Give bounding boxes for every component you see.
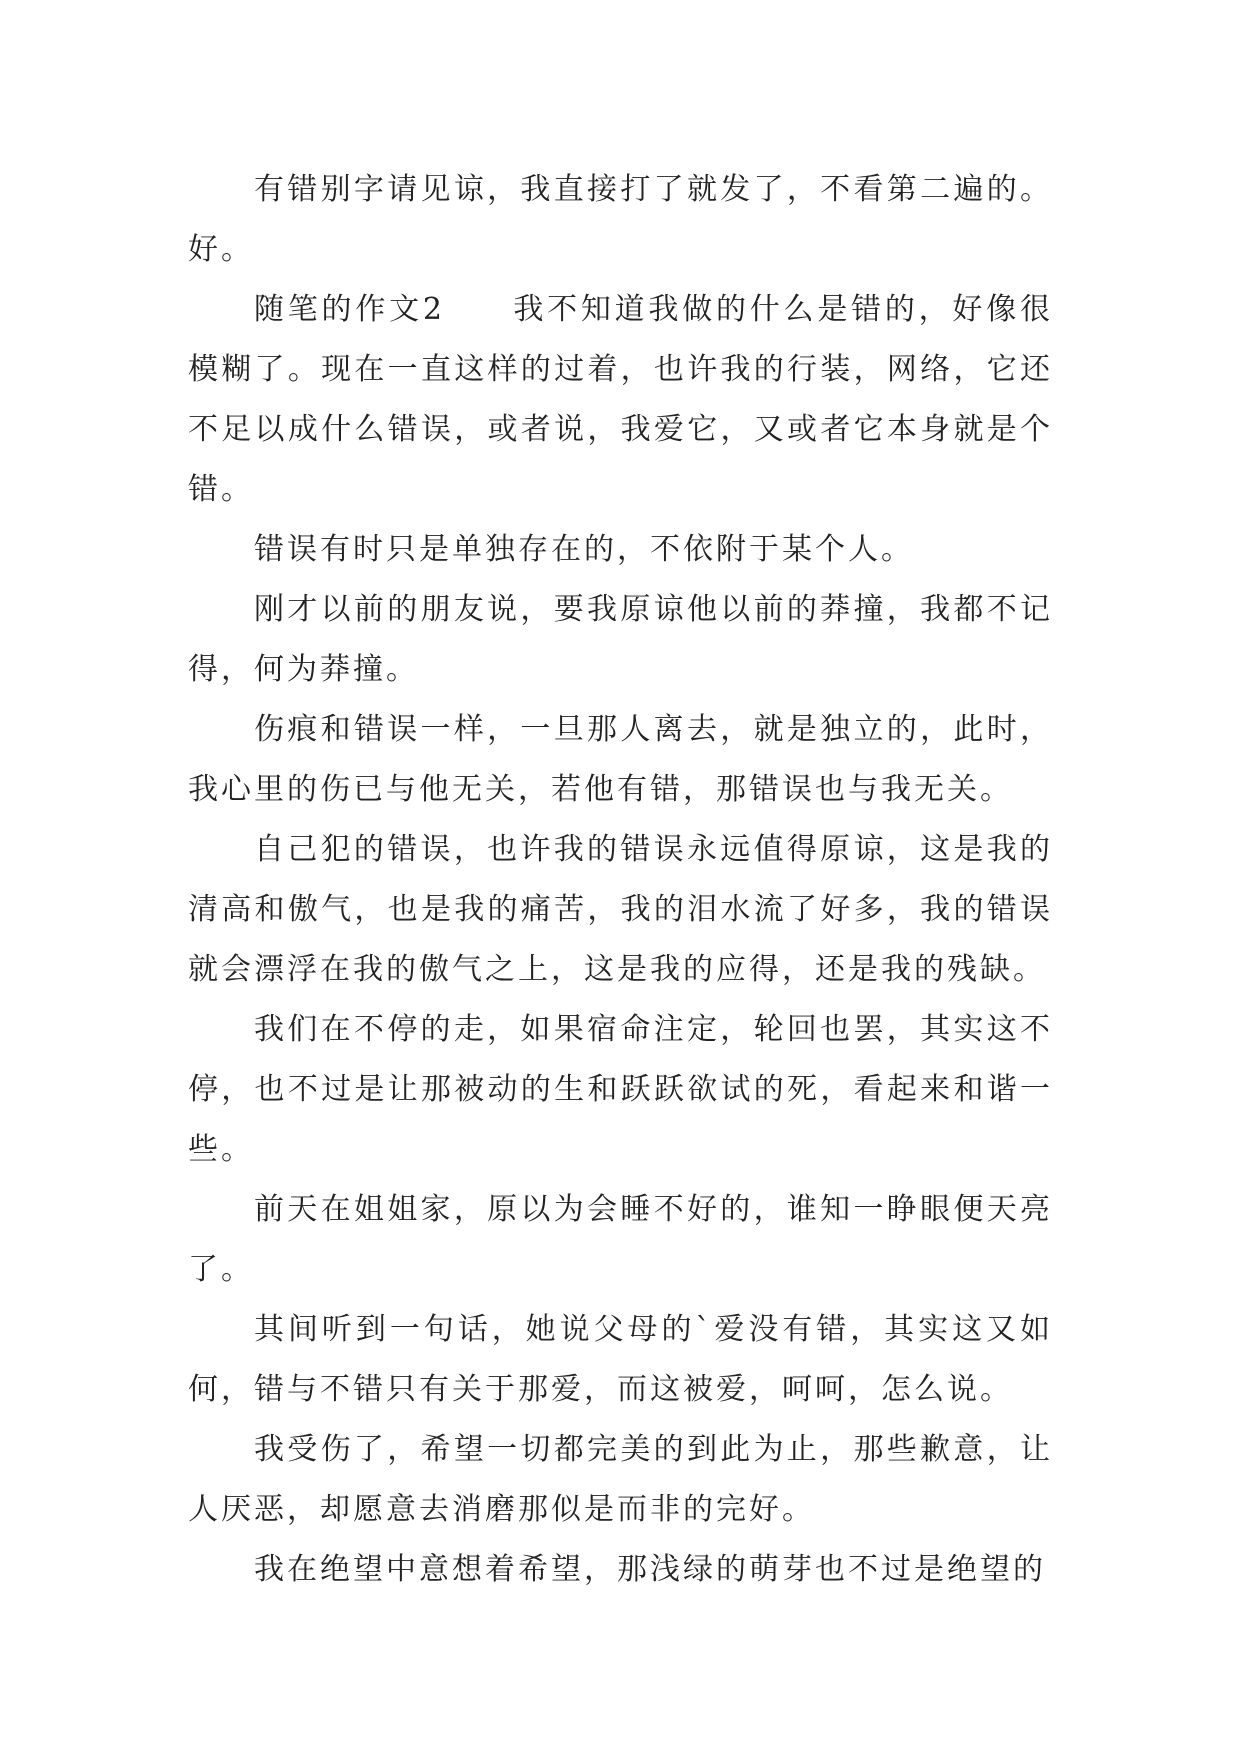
paragraph: 随笔的作文2 我不知道我做的什么是错的，好像很模糊了。现在一直这样的过着，也许我的行装，网络，它还不足以成什么错误，或者说，我爱它，又或者它本身就是个错。 — [188, 292, 1053, 507]
paragraph: 伤痕和错误一样，一旦那人离去，就是独立的，此时，我心里的伤已与他无关，若他有错，那错误也与我无关。 — [188, 712, 1053, 807]
paragraph: 我们在不停的走，如果宿命注定，轮回也罢，其实这不停，也不过是让那被动的生和跃跃欲试的死，看起来和谐一些。 — [188, 1012, 1053, 1167]
paragraph: 刚才以前的朋友说，要我原谅他以前的莽撞，我都不记得，何为莽撞。 — [188, 592, 1053, 687]
paragraph: 自己犯的错误，也许我的错误永远值得原谅，这是我的清高和傲气，也是我的痛苦，我的泪水流了好多，我的错误就会漂浮在我的傲气之上，这是我的应得，还是我的残缺。 — [188, 832, 1053, 987]
paragraph: 我受伤了，希望一切都完美的到此为止，那些歉意，让人厌恶，却愿意去消磨那似是而非的完好。 — [188, 1432, 1053, 1527]
paragraph: 前天在姐姐家，原以为会睡不好的，谁知一睁眼便天亮了。 — [188, 1192, 1053, 1287]
document-body — [188, 160, 1053, 1600]
paragraph: 其间听到一句话，她说父母的`爱没有错，其实这又如何，错与不错只有关于那爱，而这被爱，呵呵，怎么说。 — [188, 1312, 1053, 1407]
paragraph: 我在绝望中意想着希望，那浅绿的萌芽也不过是绝望的 — [254, 1552, 1046, 1587]
paragraph: 错误有时只是单独存在的，不依附于某个人。 — [254, 532, 914, 567]
paragraph: 有错别字请见谅，我直接打了就发了，不看第二遍的。好。 — [188, 172, 1053, 267]
